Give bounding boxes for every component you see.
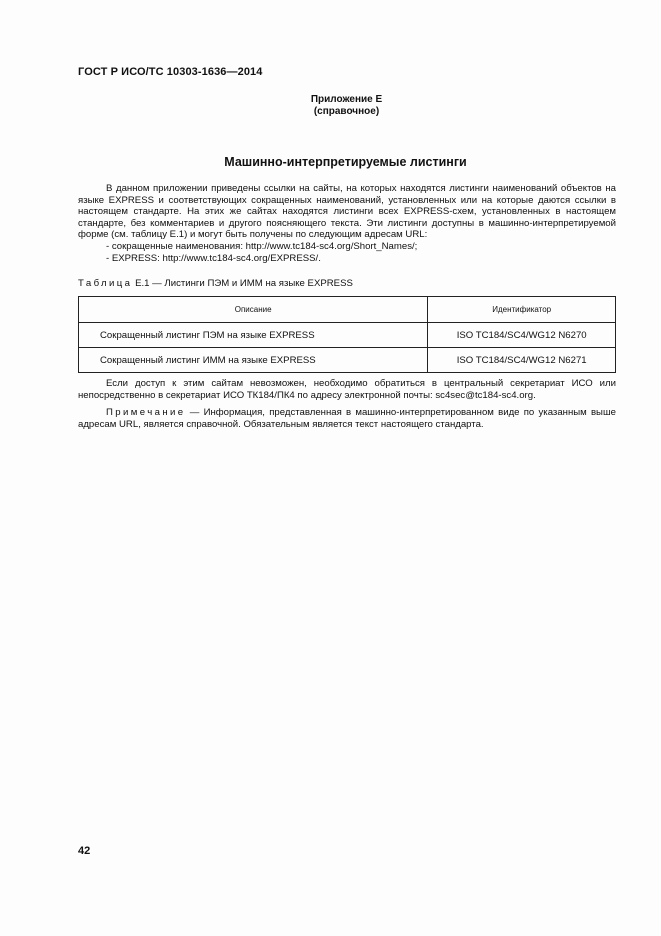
access-note: Если доступ к этим сайтам невозможен, необходимо обратиться в центральный секретариат ИСО или непосредственно в секретариат ИСО ТК184/ПК4 по адресу электронной почты: sc4sec@tc184-sc4.org. bbox=[78, 378, 616, 401]
section-title: Машинно-интерпретируемые листинги bbox=[224, 155, 467, 169]
url-item-express: - EXPRESS: http://www.tc184-sc4.org/EXPRESS/. bbox=[106, 252, 321, 264]
standard-header: ГОСТ Р ИСО/ТС 10303-1636—2014 bbox=[78, 66, 263, 78]
note-label: Примечание bbox=[106, 407, 186, 419]
table-caption bbox=[78, 278, 353, 289]
table-row bbox=[79, 323, 616, 348]
table-caption-text: Е.1 — Листинги ПЭМ и ИММ на языке EXPRESS bbox=[132, 278, 353, 289]
table-row bbox=[79, 348, 616, 373]
table-cell-description: Сокращенный листинг ИММ на языке EXPRESS bbox=[79, 348, 428, 373]
column-header-identifier: Идентификатор bbox=[428, 297, 616, 323]
after-table-text bbox=[78, 378, 616, 436]
intro-paragraph: В данном приложении приведены ссылки на сайты, на которых находятся листинги наименований объектов на языке EXPRESS и соответствующих сокращенных наименований, установленных или на которые даются ссылки в настоящем стандарте. На этих же сайтах находятся листинги всех EXPRESS-схем, установленных в настоящем стандарте, без комментариев и другого поясняющего текста. Эти листинги доступны в машинно-интерпретируемой форме (см. таблицу Е.1) и могут быть получены по следующим адресам URL: bbox=[78, 183, 616, 241]
appendix-heading bbox=[32, 94, 661, 118]
table-cell-identifier: ISO TC184/SC4/WG12 N6270 bbox=[428, 323, 616, 348]
url-item-short-names: - сокращенные наименования: http://www.tc184-sc4.org/Short_Names/; bbox=[106, 240, 418, 252]
appendix-label: Приложение Е bbox=[310, 94, 383, 105]
appendix-type: (справочное) bbox=[313, 106, 380, 117]
table-header-row bbox=[79, 297, 616, 323]
table-cell-identifier: ISO TC184/SC4/WG12 N6271 bbox=[428, 348, 616, 373]
note-text: — Информация, представленная в машинно-интерпретированном виде по указанным выше адресам URL, является справочной. Обязательным является текст настоящего стандарта. bbox=[78, 407, 616, 430]
note-paragraph bbox=[78, 407, 616, 430]
table-cell-description: Сокращенный листинг ПЭМ на языке EXPRESS bbox=[79, 323, 428, 348]
table-caption-prefix: Таблица bbox=[78, 278, 133, 289]
listings-table bbox=[78, 296, 616, 373]
intro-text bbox=[78, 183, 616, 264]
column-header-description: Описание bbox=[79, 297, 428, 323]
page-number: 42 bbox=[78, 845, 91, 857]
